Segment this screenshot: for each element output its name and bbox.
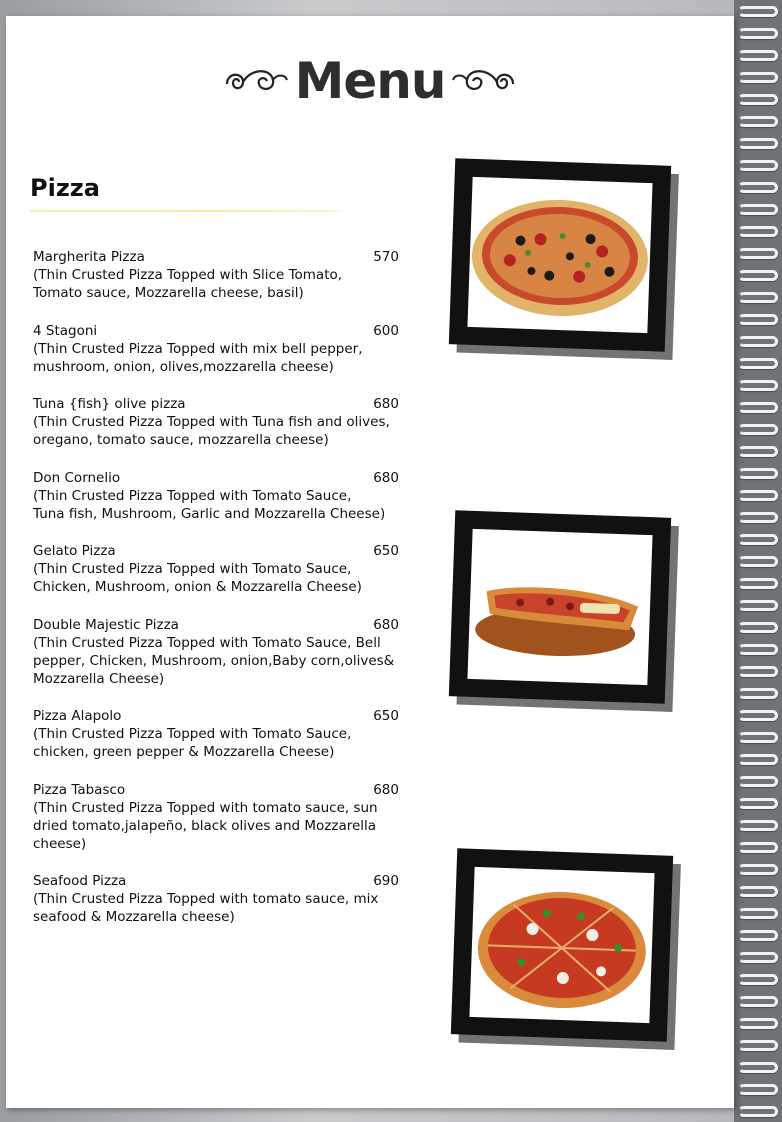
- section-title-pizza: Pizza: [30, 174, 100, 202]
- menu-item-description: (Thin Crusted Pizza Topped with Tomato Sauce, Chicken, Mushroom, onion & Mozzarella Cheese): [33, 561, 362, 595]
- spiral-ring: [738, 842, 778, 853]
- spiral-ring: [738, 50, 778, 61]
- menu-item-name: Don Cornelio: [33, 469, 121, 486]
- spiral-ring: [738, 94, 778, 105]
- spiral-ring: [738, 952, 778, 963]
- spiral-ring: [738, 512, 778, 523]
- spiral-ring: [738, 710, 778, 721]
- spiral-ring: [738, 6, 778, 17]
- spiral-ring: [738, 930, 778, 941]
- spiral-binding: [734, 0, 782, 1122]
- spiral-ring: [738, 204, 778, 215]
- pizza-photo-frame-2: [449, 510, 671, 703]
- sliced-pizza-photo: [469, 867, 654, 1023]
- spiral-ring: [738, 248, 778, 259]
- menu-items-list: [33, 248, 399, 946]
- spiral-ring: [738, 402, 778, 413]
- menu-item-price: 680: [373, 469, 399, 486]
- spiral-ring: [738, 1062, 778, 1073]
- menu-item-header: [33, 707, 399, 725]
- spiral-ring: [738, 1106, 778, 1117]
- spiral-ring: [738, 886, 778, 897]
- spiral-ring: [738, 820, 778, 831]
- menu-item-name: Seafood Pizza: [33, 873, 127, 889]
- menu-item: [33, 395, 399, 449]
- menu-item: [33, 248, 399, 302]
- menu-item-price: 650: [373, 543, 399, 559]
- spiral-ring: [738, 600, 778, 611]
- spiral-ring: [738, 534, 778, 545]
- pizza-on-board-photo: [467, 529, 652, 685]
- menu-item-price: 570: [373, 249, 399, 265]
- spiral-ring: [738, 556, 778, 567]
- spiral-ring: [738, 732, 778, 743]
- menu-item: [33, 322, 399, 376]
- spiral-ring: [738, 776, 778, 787]
- menu-item-name: Double Majestic Pizza: [33, 616, 179, 633]
- menu-item-description: (Thin Crusted Pizza Topped with tomato sauce, mix seafood & Mozzarella cheese): [33, 891, 379, 925]
- menu-item-price: 600: [373, 322, 399, 339]
- section-divider: [30, 210, 342, 212]
- spiral-ring: [738, 336, 778, 347]
- menu-item: [33, 707, 399, 761]
- pizza-photo-frame-3: [451, 848, 673, 1041]
- spiral-ring: [738, 182, 778, 193]
- spiral-ring: [738, 270, 778, 281]
- spiral-ring: [738, 446, 778, 457]
- menu-item-name: 4 Stagoni: [33, 322, 98, 339]
- spiral-ring: [738, 138, 778, 149]
- spiral-ring: [738, 28, 778, 39]
- spiral-ring: [738, 908, 778, 919]
- menu-item-header: [33, 542, 399, 560]
- spiral-ring: [738, 116, 778, 127]
- menu-item: [33, 872, 399, 926]
- spiral-ring: [738, 688, 778, 699]
- right-swirl-ornament: [449, 64, 519, 98]
- menu-item: [33, 781, 399, 853]
- spiral-ring: [738, 226, 778, 237]
- menu-item: [33, 469, 399, 523]
- menu-item: [33, 542, 399, 596]
- spiral-ring: [738, 1084, 778, 1095]
- spiral-ring: [738, 1040, 778, 1051]
- menu-item-name: Tuna {fish} olive pizza: [33, 396, 186, 412]
- menu-header: [6, 52, 734, 110]
- spiral-ring: [738, 754, 778, 765]
- menu-page: [6, 16, 734, 1108]
- menu-item-description: (Thin Crusted Pizza Topped with tomato sauce, sun dried tomato,jalapeño, black olives and Mozzarella cheese): [33, 799, 378, 852]
- menu-item-header: [33, 616, 399, 634]
- menu-item-header: [33, 248, 399, 266]
- spiral-ring: [738, 1018, 778, 1029]
- spiral-ring: [738, 72, 778, 83]
- pizza-photo-frame-1: [449, 158, 671, 351]
- menu-item-price: 680: [373, 781, 399, 798]
- menu-item-description: (Thin Crusted Pizza Topped with Tuna fish and olives, oregano, tomato sauce, mozzarella cheese): [33, 414, 390, 448]
- spiral-ring: [738, 996, 778, 1007]
- menu-item-name: Gelato Pizza: [33, 543, 116, 559]
- spiral-ring: [738, 380, 778, 391]
- menu-item-description: (Thin Crusted Pizza Topped with Tomato Sauce, Bell pepper, Chicken, Mushroom, onion,Baby corn,olives& Mozzarella Cheese): [33, 634, 395, 687]
- spiral-ring: [738, 490, 778, 501]
- spiral-ring: [738, 666, 778, 677]
- menu-item-price: 690: [373, 873, 399, 889]
- menu-item-price: 680: [373, 396, 399, 412]
- menu-item-header: [33, 395, 399, 413]
- menu-item-description: (Thin Crusted Pizza Topped with Tomato Sauce, chicken, green pepper & Mozzarella Cheese): [33, 726, 352, 760]
- left-swirl-ornament: [221, 64, 291, 98]
- menu-item-header: [33, 322, 399, 340]
- spiral-ring: [738, 358, 778, 369]
- spiral-ring: [738, 468, 778, 479]
- spiral-ring: [738, 314, 778, 325]
- menu-item-description: (Thin Crusted Pizza Topped with mix bell pepper, mushroom, onion, olives,mozzarella cheese): [33, 340, 363, 375]
- spiral-ring: [738, 292, 778, 303]
- spiral-ring: [738, 798, 778, 809]
- spiral-ring: [738, 424, 778, 435]
- menu-item-price: 680: [373, 616, 399, 633]
- menu-item-name: Pizza Alapolo: [33, 708, 122, 724]
- menu-item-name: Pizza Tabasco: [33, 781, 126, 798]
- menu-item-price: 650: [373, 708, 399, 724]
- menu-item: [33, 616, 399, 688]
- menu-item-name: Margherita Pizza: [33, 249, 145, 265]
- menu-item-header: [33, 872, 399, 890]
- pizza-top-view-photo: [467, 177, 652, 333]
- menu-item-header: [33, 781, 399, 799]
- spiral-ring: [738, 974, 778, 985]
- menu-item-description: (Thin Crusted Pizza Topped with Tomato Sauce, Tuna fish, Mushroom, Garlic and Mozzarella Cheese): [33, 487, 386, 522]
- spiral-ring: [738, 644, 778, 655]
- spiral-ring: [738, 578, 778, 589]
- spiral-ring: [738, 622, 778, 633]
- spiral-ring: [738, 160, 778, 171]
- menu-item-description: (Thin Crusted Pizza Topped with Slice Tomato, Tomato sauce, Mozzarella cheese, basil): [33, 267, 343, 301]
- spiral-ring: [738, 864, 778, 875]
- menu-title: Menu: [294, 52, 446, 110]
- menu-item-header: [33, 469, 399, 487]
